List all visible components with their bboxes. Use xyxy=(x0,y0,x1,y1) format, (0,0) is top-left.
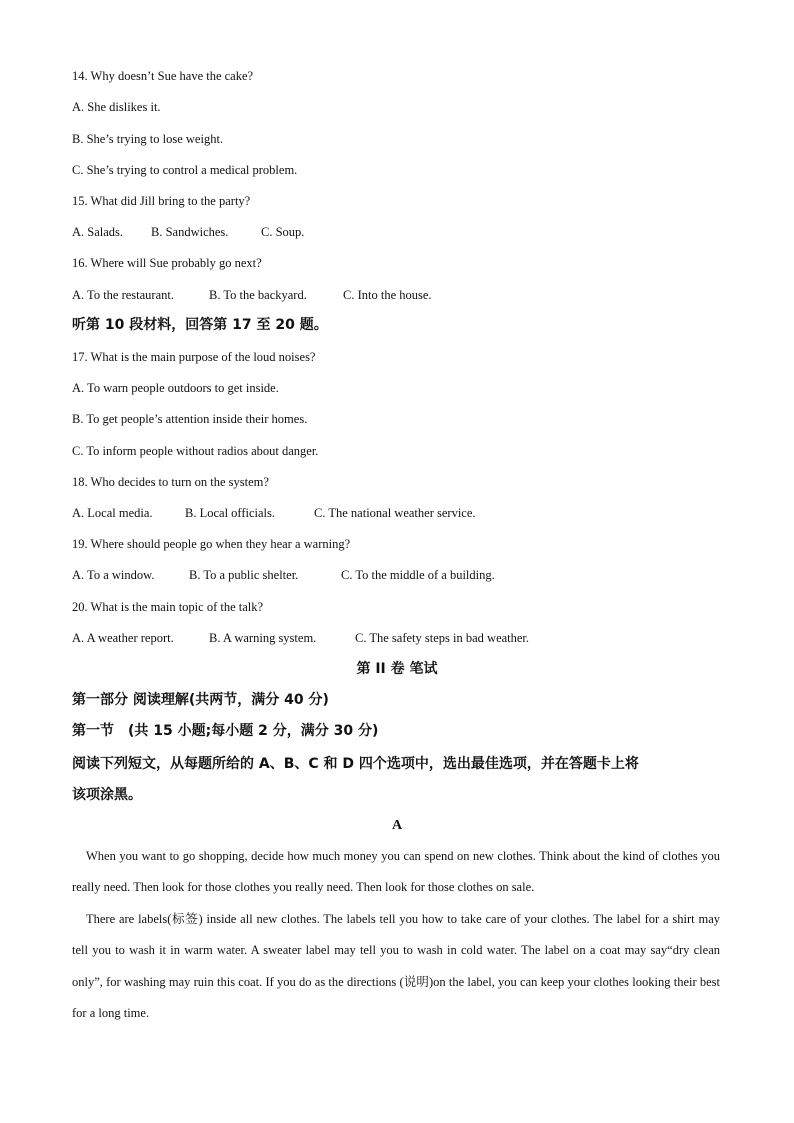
instructions-line2: 该项涂黑。 xyxy=(72,787,142,803)
q20-option-c: C. The safety steps in bad weather. xyxy=(355,631,530,645)
q17-option-b: B. To get people’s attention inside their homes. xyxy=(72,412,308,426)
q15-option-b: B. Sandwiches. xyxy=(151,225,229,239)
question-15: 15. What did Jill bring to the party? xyxy=(72,194,251,208)
passage-paragraph-2: There are labels(标签) inside all new clothes. The labels tell you how to take care of your clothes. The label for a shirt may tell you to wash it in warm water. A sweater label may tell you to wash in cold water. The label on a coat may say“dry clean only”, for washing may ruin this coat. If you do as the directions (说明)on the label, you can keep your clothes looking their best for a long time. xyxy=(72,912,720,1020)
q17-option-a: A. To warn people outdoors to get inside. xyxy=(72,381,279,395)
q16-option-c: C. Into the house. xyxy=(343,288,432,302)
q17-option-c: C. To inform people without radios about danger. xyxy=(72,444,319,458)
q16-options xyxy=(72,287,432,303)
q20-options xyxy=(72,630,529,646)
question-14: 14. Why doesn’t Sue have the cake? xyxy=(72,69,254,83)
volume-title: 第 II 卷 笔试 xyxy=(356,661,438,677)
question-18: 18. Who decides to turn on the system? xyxy=(72,475,269,489)
q18-option-c: C. The national weather service. xyxy=(314,506,476,520)
section1-title: 第一节 (共 15 小题;每小题 2 分，满分 30 分) xyxy=(72,723,379,739)
part1-title: 第一部分 阅读理解(共两节，满分 40 分) xyxy=(72,692,329,708)
q15-options xyxy=(72,224,304,240)
q18-option-a: A. Local media. xyxy=(72,506,153,520)
q16-option-b: B. To the backyard. xyxy=(209,288,307,302)
q20-option-b: B. A warning system. xyxy=(209,631,317,645)
section-10-heading: 听第 10 段材料，回答第 17 至 20 题。 xyxy=(72,317,328,333)
q14-option-b: B. She’s trying to lose weight. xyxy=(72,132,224,146)
q19-option-a: A. To a window. xyxy=(72,568,155,582)
q14-option-c: C. She’s trying to control a medical problem. xyxy=(72,163,298,177)
question-19: 19. Where should people go when they hear a warning? xyxy=(72,537,351,551)
question-20: 20. What is the main topic of the talk? xyxy=(72,600,264,614)
q14-option-a: A. She dislikes it. xyxy=(72,100,161,114)
q18-option-b: B. Local officials. xyxy=(185,506,276,520)
question-16: 16. Where will Sue probably go next? xyxy=(72,256,262,270)
q15-option-c: C. Soup. xyxy=(261,225,305,239)
q19-option-b: B. To a public shelter. xyxy=(189,568,299,582)
question-17: 17. What is the main purpose of the loud noises? xyxy=(72,350,316,364)
q16-option-a: A. To the restaurant. xyxy=(72,288,174,302)
q19-options xyxy=(72,567,495,583)
passage-paragraph-1: When you want to go shopping, decide how much money you can spend on new clothes. Think about the kind of clothes you really need. Then look for those clothes you really need. Then look for those clothes on sale. xyxy=(72,849,720,895)
passage-label: A xyxy=(391,818,403,833)
q15-option-a: A. Salads. xyxy=(72,225,124,239)
q18-options xyxy=(72,505,476,521)
q19-option-c: C. To the middle of a building. xyxy=(341,568,495,582)
instructions-line1: 阅读下列短文，从每题所给的 A、B、C 和 D 四个选项中，选出最佳选项，并在答题卡上将 xyxy=(72,756,639,772)
q20-option-a: A. A weather report. xyxy=(72,631,174,645)
